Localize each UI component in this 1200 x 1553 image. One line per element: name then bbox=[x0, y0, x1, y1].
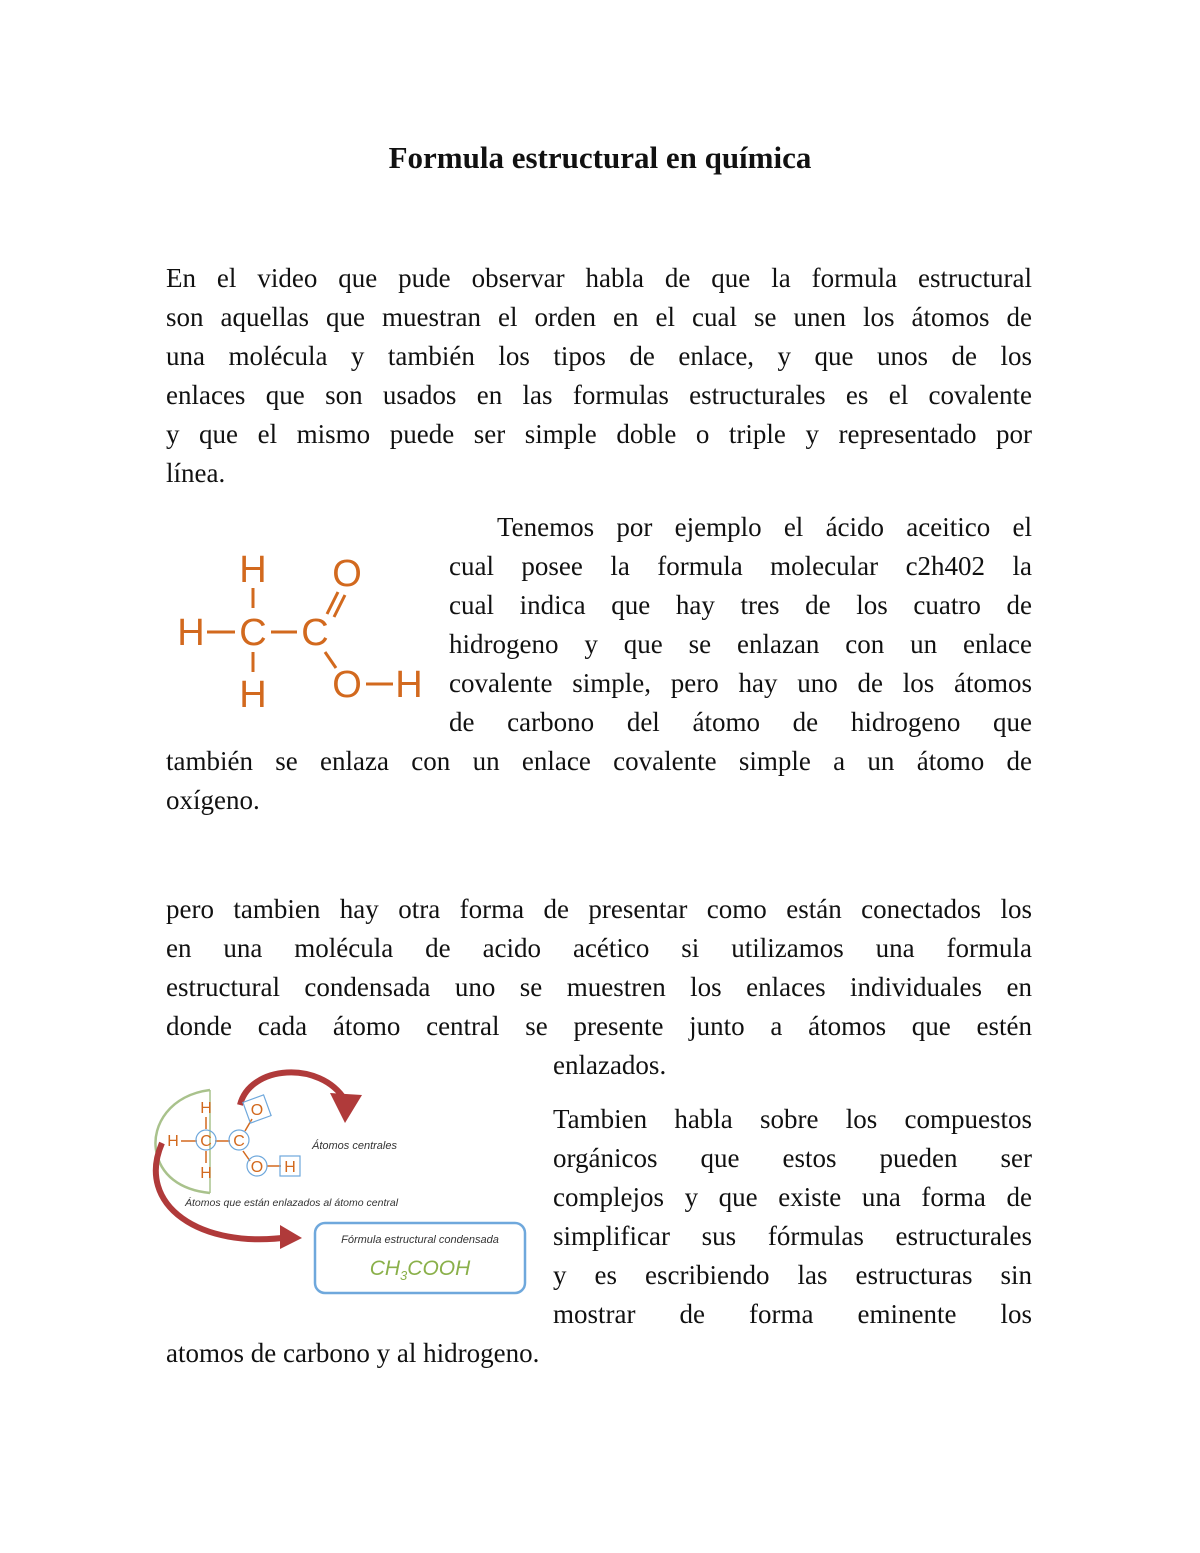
atom-c-right: C bbox=[301, 612, 329, 654]
formula-box-title: Fórmula estructural condensada bbox=[341, 1234, 499, 1246]
text-line: en una molécula de acido acético si utilizamos una formula bbox=[166, 933, 1032, 963]
atom-h-left: H bbox=[177, 612, 205, 654]
arrowhead-icon bbox=[330, 1093, 362, 1123]
atom-o-top: O bbox=[250, 1102, 264, 1119]
document-title: Formula estructural en química bbox=[388, 140, 812, 175]
acetic-acid-structure-figure bbox=[165, 540, 435, 720]
text-line: de carbono del átomo de hidrogeno que bbox=[449, 707, 1032, 737]
text-line: enlazados. bbox=[553, 1050, 667, 1080]
text-line: hidrogeno y que se enlazan con un enlace bbox=[449, 629, 1032, 659]
atom-h-right: H bbox=[284, 1159, 296, 1176]
bond-lines bbox=[207, 588, 393, 684]
atom-o-bottom: O bbox=[250, 1159, 264, 1176]
atom-c-left: C bbox=[239, 612, 267, 654]
atom-h-top: H bbox=[239, 549, 267, 591]
atom-o-bottom: O bbox=[332, 664, 362, 706]
text-line: mostrar de forma eminente los bbox=[553, 1299, 1032, 1329]
text-line: y que el mismo puede ser simple doble o triple y representado por bbox=[166, 419, 1032, 449]
central-atoms-label: Átomos centrales bbox=[312, 1140, 397, 1152]
condensed-formula: $CH_3COOH$ bbox=[369, 1257, 471, 1283]
text-line: donde cada átomo central se presente junto a átomos que estén bbox=[166, 1011, 1032, 1041]
text-line: estructural condensada uno se muestren los enlaces individuales en bbox=[166, 972, 1032, 1002]
text-line: atomos de carbono y al hidrogeno. bbox=[166, 1338, 540, 1368]
atom-h-bottom: H bbox=[200, 1165, 212, 1182]
arrow-to-central-label bbox=[240, 1072, 345, 1105]
atom-o-top: O bbox=[332, 553, 362, 595]
text-line: enlaces que son usados en las formulas estructurales es el covalente bbox=[166, 380, 1032, 410]
atom-c-right: C bbox=[233, 1133, 245, 1150]
text-line: Tambien habla sobre los compuestos bbox=[553, 1104, 1032, 1134]
atom-h-right: H bbox=[395, 664, 423, 706]
text-line: y es escribiendo las estructuras sin bbox=[553, 1260, 1032, 1290]
text-line: cual indica que hay tres de los cuatro de bbox=[449, 590, 1032, 620]
text-line: complejos y que existe una forma de bbox=[553, 1182, 1032, 1212]
text-line: pero tambien hay otra forma de presentar como están conectados los bbox=[166, 894, 1032, 924]
atom-h-left: H bbox=[167, 1133, 179, 1150]
text-line: covalente simple, pero hay uno de los átomos bbox=[449, 668, 1032, 698]
text-line: Tenemos por ejemplo el ácido aceitico el bbox=[497, 512, 1032, 542]
text-line: línea. bbox=[166, 458, 226, 488]
arrow-to-formula-box bbox=[156, 1143, 290, 1239]
atom-c-left: C bbox=[200, 1133, 212, 1150]
atom-h-top: H bbox=[200, 1100, 212, 1117]
text-line: son aquellas que muestran el orden en el cual se unen los átomos de bbox=[166, 302, 1032, 332]
text-line: simplificar sus fórmulas estructurales bbox=[553, 1221, 1032, 1251]
text-line: En el video que pude observar habla de que la formula estructural bbox=[166, 263, 1032, 293]
text-line: una molécula y también los tipos de enlace, y que unos de los bbox=[166, 341, 1032, 371]
atom-h-bottom: H bbox=[239, 674, 267, 716]
text-line: también se enlaza con un enlace covalente simple a un átomo de bbox=[166, 746, 1032, 776]
arrowhead-icon bbox=[280, 1225, 302, 1249]
bonded-atoms-label: Átomos que están enlazados al átomo central bbox=[185, 1197, 399, 1209]
condensed-formula-diagram bbox=[140, 1065, 535, 1300]
text-line: cual posee la formula molecular c2h402 la bbox=[449, 551, 1032, 581]
text-line: oxígeno. bbox=[166, 785, 260, 815]
text-line: orgánicos que estos pueden ser bbox=[553, 1143, 1032, 1173]
